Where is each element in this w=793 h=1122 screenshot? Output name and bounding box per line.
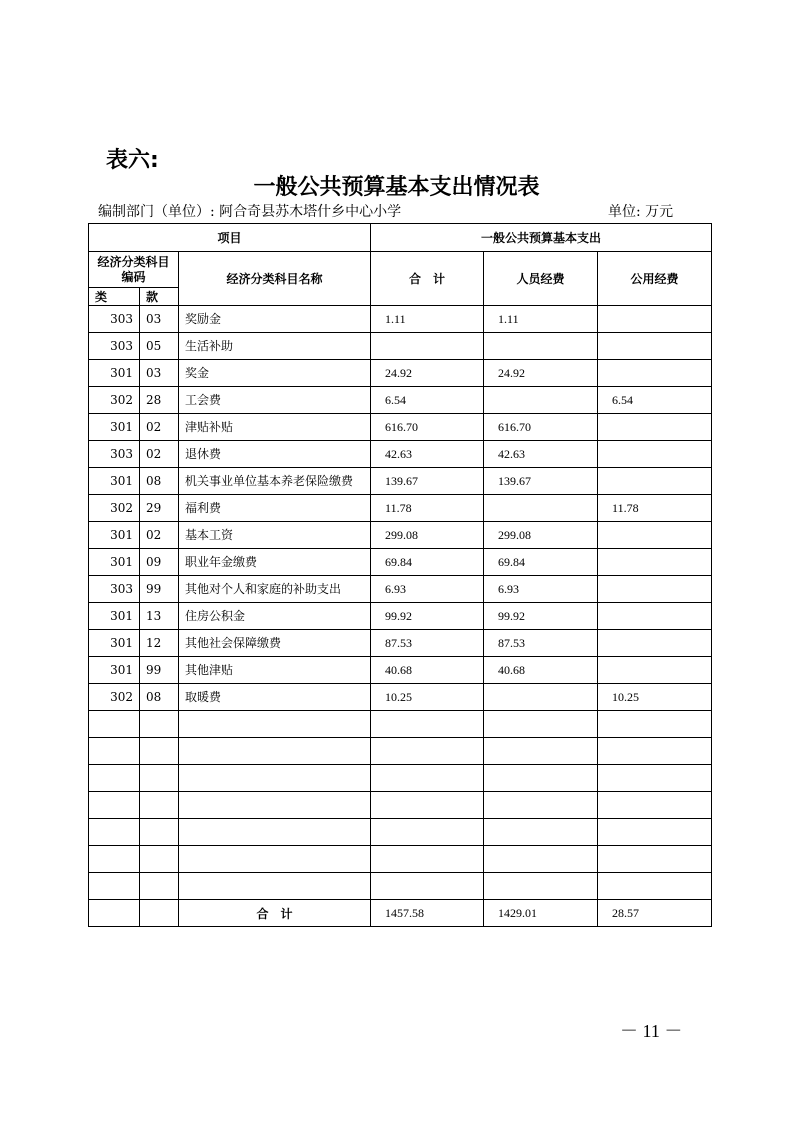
- row-personnel: [484, 792, 598, 819]
- row-name: 其他社会保障缴费: [179, 630, 371, 657]
- row-public: [598, 792, 712, 819]
- table-row: [89, 873, 712, 900]
- row-kuan: 09: [140, 549, 179, 576]
- total-blank-kuan: [140, 900, 179, 927]
- row-lei: 301: [89, 414, 140, 441]
- row-total: [371, 333, 484, 360]
- table-row: [89, 468, 712, 495]
- row-name: 奖金: [179, 360, 371, 387]
- row-total: 6.93: [371, 576, 484, 603]
- row-kuan: 99: [140, 657, 179, 684]
- table-row: [89, 522, 712, 549]
- row-personnel: 42.63: [484, 441, 598, 468]
- table-row: [89, 306, 712, 333]
- row-lei: [89, 819, 140, 846]
- row-public: [598, 414, 712, 441]
- row-total: [371, 873, 484, 900]
- row-personnel: 299.08: [484, 522, 598, 549]
- row-total: [371, 765, 484, 792]
- row-total: 99.92: [371, 603, 484, 630]
- table-row: [89, 603, 712, 630]
- row-lei: 302: [89, 387, 140, 414]
- row-public: [598, 873, 712, 900]
- header-kuan: 款: [140, 288, 179, 306]
- table-row: [89, 684, 712, 711]
- table-row: [89, 495, 712, 522]
- row-name: [179, 792, 371, 819]
- row-name: 福利费: [179, 495, 371, 522]
- row-public: [598, 765, 712, 792]
- row-public: [598, 576, 712, 603]
- row-public: [598, 306, 712, 333]
- row-lei: 302: [89, 495, 140, 522]
- row-total: 139.67: [371, 468, 484, 495]
- row-name: 取暖费: [179, 684, 371, 711]
- table-row: [89, 333, 712, 360]
- row-total: 42.63: [371, 441, 484, 468]
- row-personnel: [484, 495, 598, 522]
- row-name: 津贴补贴: [179, 414, 371, 441]
- row-kuan: 12: [140, 630, 179, 657]
- row-lei: 301: [89, 468, 140, 495]
- table-row: [89, 630, 712, 657]
- row-lei: [89, 738, 140, 765]
- row-kuan: [140, 873, 179, 900]
- row-personnel: 99.92: [484, 603, 598, 630]
- row-kuan: [140, 846, 179, 873]
- header-lei: 类: [89, 288, 140, 306]
- row-personnel: [484, 387, 598, 414]
- total-blank-lei: [89, 900, 140, 927]
- header-name: 经济分类科目名称: [179, 252, 371, 306]
- row-lei: [89, 765, 140, 792]
- row-total: [371, 819, 484, 846]
- total-public: 28.57: [598, 900, 712, 927]
- row-kuan: 29: [140, 495, 179, 522]
- row-kuan: 02: [140, 414, 179, 441]
- row-name: 工会费: [179, 387, 371, 414]
- row-kuan: 03: [140, 306, 179, 333]
- row-lei: 301: [89, 522, 140, 549]
- row-lei: [89, 711, 140, 738]
- row-public: [598, 441, 712, 468]
- row-lei: 303: [89, 441, 140, 468]
- table-row: [89, 414, 712, 441]
- row-public: [598, 846, 712, 873]
- expenditure-table: [88, 223, 712, 927]
- table-row: [89, 792, 712, 819]
- row-personnel: [484, 819, 598, 846]
- table-row: [89, 441, 712, 468]
- row-personnel: 1.11: [484, 306, 598, 333]
- row-kuan: 03: [140, 360, 179, 387]
- row-lei: [89, 873, 140, 900]
- header-code-group: 经济分类科目编码: [89, 252, 179, 288]
- row-name: [179, 738, 371, 765]
- row-kuan: 05: [140, 333, 179, 360]
- row-name: 基本工资: [179, 522, 371, 549]
- row-kuan: [140, 738, 179, 765]
- row-public: [598, 819, 712, 846]
- header-budget-group: 一般公共预算基本支出: [371, 224, 712, 252]
- table-row: [89, 360, 712, 387]
- row-lei: 301: [89, 657, 140, 684]
- row-public: 10.25: [598, 684, 712, 711]
- table-label: 表六:: [106, 148, 159, 173]
- row-personnel: 6.93: [484, 576, 598, 603]
- row-name: 其他津贴: [179, 657, 371, 684]
- row-total: 69.84: [371, 549, 484, 576]
- row-total: 616.70: [371, 414, 484, 441]
- page-number: － 11 －: [620, 1021, 683, 1041]
- row-name: 机关事业单位基本养老保险缴费: [179, 468, 371, 495]
- row-total: 299.08: [371, 522, 484, 549]
- row-name: [179, 711, 371, 738]
- row-total: [371, 792, 484, 819]
- header-item: 项目: [89, 224, 371, 252]
- row-personnel: [484, 333, 598, 360]
- row-public: [598, 522, 712, 549]
- row-kuan: 13: [140, 603, 179, 630]
- row-name: [179, 846, 371, 873]
- row-name: [179, 873, 371, 900]
- row-personnel: 24.92: [484, 360, 598, 387]
- row-lei: [89, 846, 140, 873]
- row-kuan: 02: [140, 522, 179, 549]
- row-public: [598, 630, 712, 657]
- row-lei: 303: [89, 576, 140, 603]
- table-row: [89, 549, 712, 576]
- row-personnel: [484, 684, 598, 711]
- row-kuan: [140, 711, 179, 738]
- row-personnel: [484, 873, 598, 900]
- row-lei: 301: [89, 549, 140, 576]
- row-name: 职业年金缴费: [179, 549, 371, 576]
- row-public: 6.54: [598, 387, 712, 414]
- header-personnel: 人员经费: [484, 252, 598, 306]
- row-public: [598, 549, 712, 576]
- header-total: 合 计: [371, 252, 484, 306]
- row-kuan: 08: [140, 684, 179, 711]
- row-lei: 303: [89, 333, 140, 360]
- row-personnel: 69.84: [484, 549, 598, 576]
- header-public: 公用经费: [598, 252, 712, 306]
- row-public: [598, 468, 712, 495]
- row-total: [371, 738, 484, 765]
- row-personnel: [484, 765, 598, 792]
- row-total: 6.54: [371, 387, 484, 414]
- row-total: [371, 711, 484, 738]
- row-name: 生活补助: [179, 333, 371, 360]
- row-total: 87.53: [371, 630, 484, 657]
- row-lei: 303: [89, 306, 140, 333]
- row-public: 11.78: [598, 495, 712, 522]
- row-lei: 302: [89, 684, 140, 711]
- row-public: [598, 603, 712, 630]
- row-personnel: 616.70: [484, 414, 598, 441]
- table-row: [89, 711, 712, 738]
- row-kuan: 02: [140, 441, 179, 468]
- row-total: 10.25: [371, 684, 484, 711]
- row-name: [179, 765, 371, 792]
- row-public: [598, 360, 712, 387]
- row-lei: 301: [89, 630, 140, 657]
- table-row: [89, 576, 712, 603]
- row-name: 住房公积金: [179, 603, 371, 630]
- row-kuan: [140, 792, 179, 819]
- row-personnel: 87.53: [484, 630, 598, 657]
- row-personnel: [484, 738, 598, 765]
- row-personnel: [484, 846, 598, 873]
- table-row: [89, 657, 712, 684]
- table-row: [89, 738, 712, 765]
- table-row: [89, 765, 712, 792]
- row-public: [598, 711, 712, 738]
- row-lei: 301: [89, 603, 140, 630]
- table-row: [89, 819, 712, 846]
- row-name: 奖励金: [179, 306, 371, 333]
- row-public: [598, 738, 712, 765]
- compiling-unit: 编制部门（单位）: 阿合奇县苏木塔什乡中心小学: [98, 204, 402, 220]
- page-title: 一般公共预算基本支出情况表: [253, 175, 540, 200]
- row-personnel: 40.68: [484, 657, 598, 684]
- row-personnel: [484, 711, 598, 738]
- row-public: [598, 333, 712, 360]
- total-personnel: 1429.01: [484, 900, 598, 927]
- row-name: 退休费: [179, 441, 371, 468]
- total-label: 合 计: [179, 900, 371, 927]
- row-lei: 301: [89, 360, 140, 387]
- table-row: [89, 846, 712, 873]
- row-kuan: [140, 765, 179, 792]
- row-kuan: 28: [140, 387, 179, 414]
- row-lei: [89, 792, 140, 819]
- row-total: 24.92: [371, 360, 484, 387]
- row-total: [371, 846, 484, 873]
- currency-unit: 单位: 万元: [608, 204, 674, 220]
- row-name: [179, 819, 371, 846]
- total-sum: 1457.58: [371, 900, 484, 927]
- row-name: 其他对个人和家庭的补助支出: [179, 576, 371, 603]
- row-total: 40.68: [371, 657, 484, 684]
- row-personnel: 139.67: [484, 468, 598, 495]
- row-total: 11.78: [371, 495, 484, 522]
- row-total: 1.11: [371, 306, 484, 333]
- row-kuan: 99: [140, 576, 179, 603]
- row-kuan: [140, 819, 179, 846]
- row-kuan: 08: [140, 468, 179, 495]
- table-row: [89, 387, 712, 414]
- row-public: [598, 657, 712, 684]
